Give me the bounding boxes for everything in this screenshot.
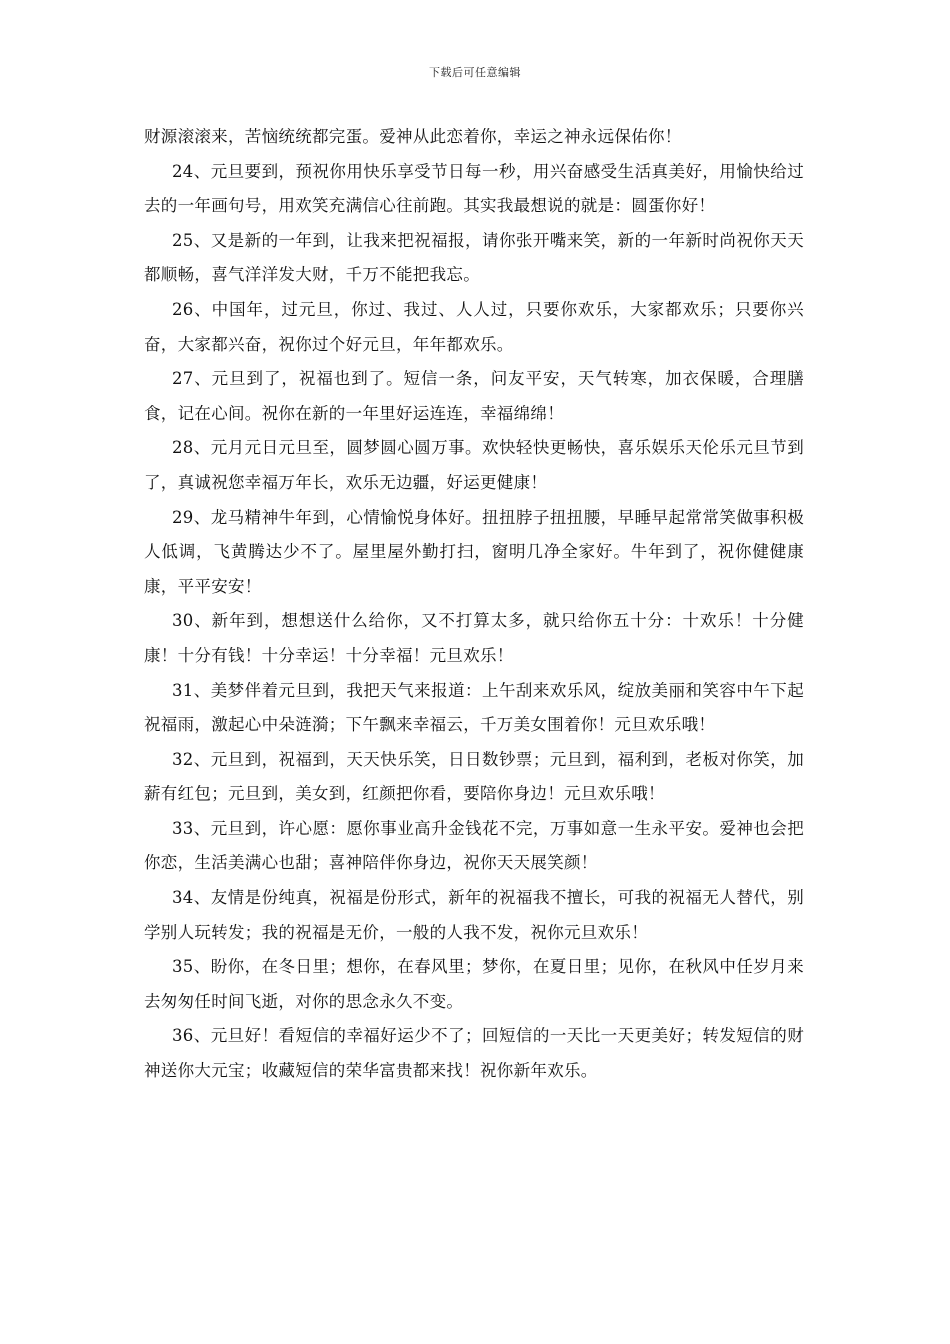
- paragraph: 28、元月元日元旦至，圆梦圆心圆万事。欢快轻快更畅快，喜乐娱乐天伦乐元旦节到了，真诚祝您幸福万年长，欢乐无边疆，好运更健康！: [144, 438, 804, 492]
- paragraph: 27、元旦到了，祝福也到了。短信一条，问友平安，天气转寒，加衣保暖，合理膳食，记在心间。祝你在新的一年里好运连连，幸福绵绵！: [144, 369, 804, 423]
- paragraph: 36、元旦好！看短信的幸福好运少不了；回短信的一天比一天更美好；转发短信的财神送你大元宝；收藏短信的荣华富贵都来找！祝你新年欢乐。: [144, 1026, 804, 1081]
- paragraph: 32、元旦到，祝福到，天天快乐笑，日日数钞票；元旦到，福利到，老板对你笑，加薪有红包；元旦到，美女到，红颜把你看，要陪你身边！元旦欢乐哦！: [144, 749, 804, 804]
- paragraph: 35、盼你，在冬日里；想你，在春风里；梦你，在夏日里；见你，在秋风中任岁月来去匆匆任时间飞逝，对你的思念永久不变。: [144, 957, 804, 1011]
- paragraph: 财源滚滚来，苦恼统统都完蛋。爱神从此恋着你，幸运之神永远保佑你！: [144, 127, 682, 146]
- paragraph: 34、友情是份纯真，祝福是份形式，新年的祝福我不擅长，可我的祝福无人替代，别学别人玩转发；我的祝福是无价，一般的人我不发，祝你元旦欢乐！: [144, 888, 804, 942]
- paragraph: 24、元旦要到，预祝你用快乐享受节日每一秒，用兴奋感受生活真美好，用愉快给过去的一年画句号，用欢笑充满信心往前跑。其实我最想说的就是：圆蛋你好！: [144, 161, 804, 216]
- paragraph: 26、中国年，过元旦，你过、我过、人人过，只要你欢乐，大家都欢乐；只要你兴奋，大家都兴奋，祝你过个好元旦，年年都欢乐。: [144, 299, 804, 354]
- page-header: 下载后可任意编辑: [429, 66, 521, 79]
- paragraph: 33、元旦到，许心愿：愿你事业高升金钱花不完，万事如意一生永平安。爱神也会把你恋，生活美满心也甜；喜神陪伴你身边，祝你天天展笑颜！: [144, 818, 804, 873]
- paragraph: 31、美梦伴着元旦到，我把天气来报道：上午刮来欢乐风，绽放美丽和笑容中午下起祝福雨，激起心中朵涟漪；下午飘来幸福云，千万美女围着你！元旦欢乐哦！: [144, 680, 804, 735]
- document-body: [144, 120, 804, 1089]
- paragraph: 29、龙马精神牛年到，心情愉悦身体好。扭扭脖子扭扭腰，早睡早起常常笑做事积极人低调，飞黄腾达少不了。屋里屋外勤打扫，窗明几净全家好。牛年到了，祝你健健康康，平平安安！: [144, 507, 804, 596]
- paragraph: 30、新年到，想想送什么给你，又不打算太多，就只给你五十分：十欢乐！十分健康！十分有钱！十分幸运！十分幸福！元旦欢乐！: [144, 611, 804, 665]
- paragraph: 25、又是新的一年到，让我来把祝福报，请你张开嘴来笑，新的一年新时尚祝你天天都顺畅，喜气洋洋发大财，千万不能把我忘。: [144, 230, 804, 285]
